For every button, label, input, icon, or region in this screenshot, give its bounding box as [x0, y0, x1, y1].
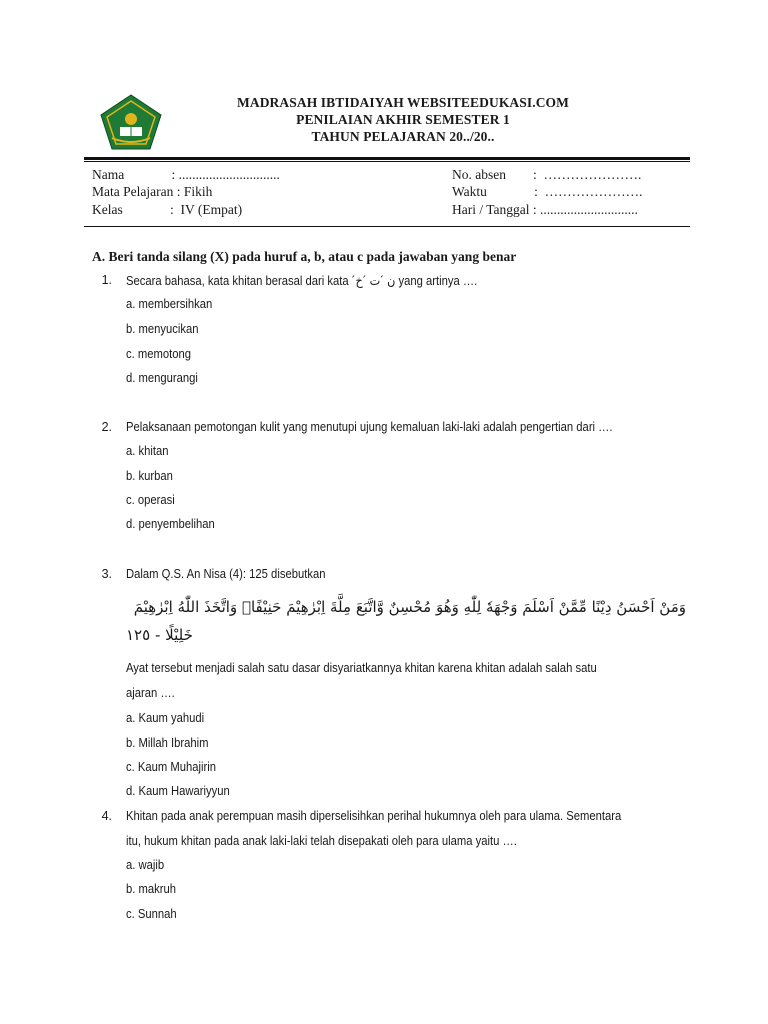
question-4-text: Khitan pada anak perempuan masih diperselisihkan perihal hukumnya oleh para ulama. Sementara	[126, 809, 622, 823]
header-divider-thin	[84, 161, 690, 162]
question-3-option-b: b. Millah Ibrahim	[126, 736, 209, 750]
question-1-option-c: c. memotong	[126, 347, 192, 361]
question-3-text-end: ajaran ….	[126, 686, 175, 700]
question-2-number: 2.	[101, 420, 112, 434]
question-3-option-d: d. Kaum Hawariyyun	[126, 784, 230, 798]
school-name: MADRASAH IBTIDAIYAH WEBSITEEDUKASI.COM	[237, 95, 569, 110]
section-a-instruction: A. Beri tanda silang (X) pada huruf a, b, atau c pada jawaban yang benar	[92, 249, 517, 264]
exam-title: PENILAIAN AKHIR SEMESTER 1	[296, 112, 510, 127]
question-3-option-c: c. Kaum Muhajirin	[126, 760, 217, 774]
field-no-absen: No. absen : ………………….	[452, 167, 642, 182]
question-3-text-continued: Ayat tersebut menjadi salah satu dasar disyariatkannya khitan karena khitan adalah salah satu	[126, 661, 597, 675]
question-2-text: Pelaksanaan pemotongan kulit yang menutupi ujung kemaluan laki-laki adalah pengertian dari ….	[126, 420, 613, 434]
field-mata-pelajaran: Mata Pelajaran : Fikih	[92, 184, 213, 199]
question-4-text-continued: itu, hukum khitan pada anak laki-laki telah disepakati oleh para ulama yaitu ….	[126, 834, 517, 848]
question-1-option-d: d. mengurangi	[126, 371, 198, 385]
question-4-option-b: b. makruh	[126, 882, 177, 896]
question-2-option-a: a. khitan	[126, 444, 169, 458]
field-waktu: Waktu : ………………….	[452, 184, 643, 199]
question-3-number: 3.	[101, 567, 112, 581]
question-2-option-c: c. operasi	[126, 493, 175, 507]
question-4-option-a: a. wajib	[126, 858, 165, 872]
quran-verse-line-2: خَلِيْلًا - ١٢٥	[126, 626, 193, 644]
question-1-option-b: b. menyucikan	[126, 322, 199, 336]
info-divider	[84, 226, 690, 227]
field-nama: Nama : ..............................	[92, 167, 280, 182]
field-hari-tanggal: Hari / Tanggal : .............................	[452, 202, 638, 217]
quran-verse-line-1: وَمَنْ اَحْسَنُ دِيْنًا مِّمَّنْ اَسْلَمَ وَجْهَهٗ لِلّٰهِ وَهُوَ مُحْسِنٌ وَّاتَّبَعَ مِلَّةَ اِبْرٰهِيْمَ حَنِيْفًاۗ وَاتَّخَذَ اللّٰهُ اِبْرٰهِيْمَ	[133, 598, 686, 616]
field-kelas: Kelas : IV (Empat)	[92, 202, 243, 217]
header-divider-thick	[84, 157, 690, 160]
question-2-option-d: d. penyembelihan	[126, 517, 215, 531]
academic-year: TAHUN PELAJARAN 20../20..	[311, 129, 495, 144]
question-1-number: 1.	[101, 273, 112, 287]
question-3-option-a: a. Kaum yahudi	[126, 711, 205, 725]
question-4-option-c: c. Sunnah	[126, 907, 177, 921]
question-3-text: Dalam Q.S. An Nisa (4): 125 disebutkan	[126, 567, 326, 581]
question-4-number: 4.	[101, 809, 112, 823]
question-1-text: Secara bahasa, kata khitan berasal dari kata ´ن ´ت ´خ yang artinya ….	[126, 274, 478, 288]
question-1-option-a: a. membersihkan	[126, 297, 213, 311]
question-2-option-b: b. kurban	[126, 469, 173, 483]
